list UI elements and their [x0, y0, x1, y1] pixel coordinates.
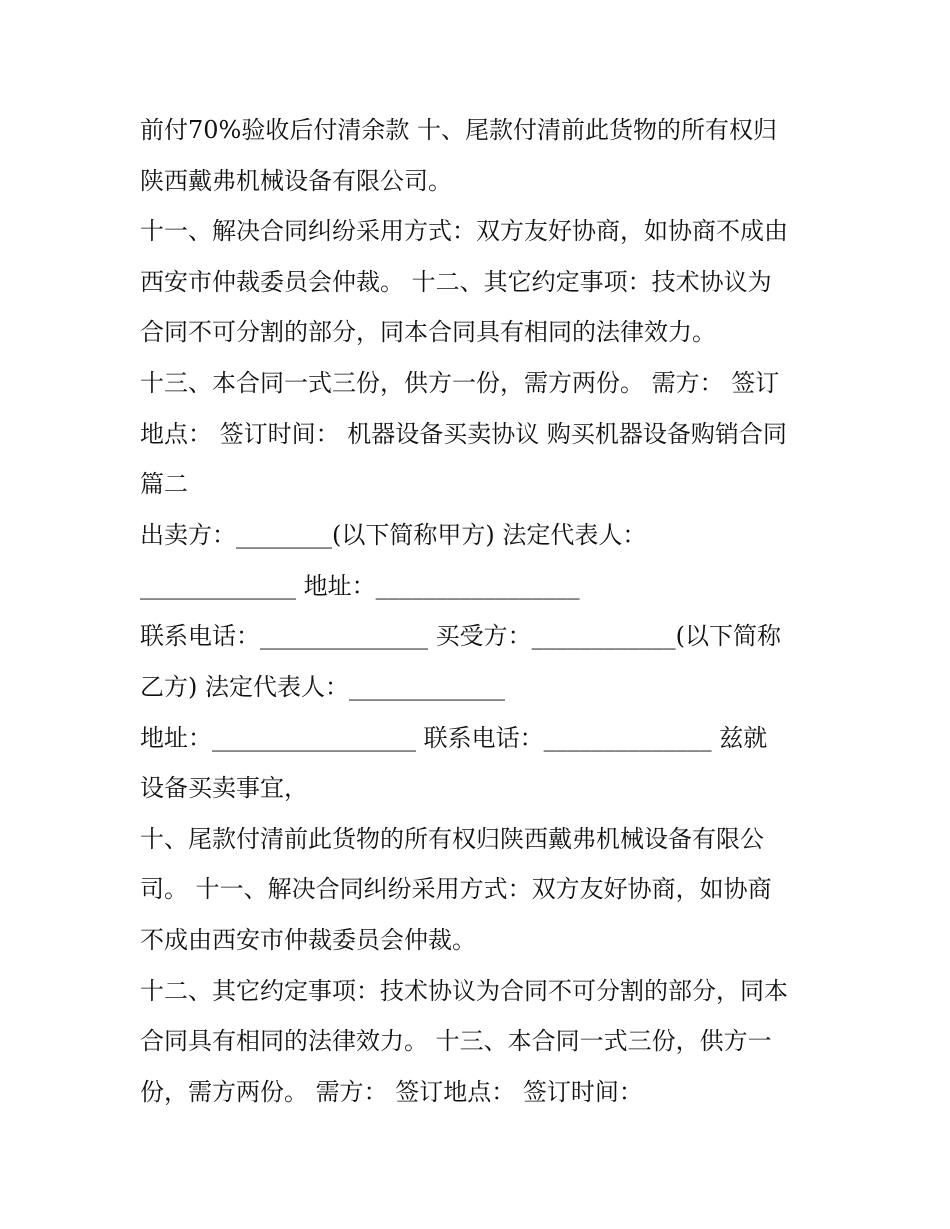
text-line-16: 司。 十一、解决合同纠纷采用方式：双方友好协商，如协商 — [140, 875, 772, 903]
text-line-18: 十二、其它约定事项：技术协议为合同不可分割的部分，同本 — [140, 977, 788, 1005]
text-line-6: 十三、本合同一式三份，供方一份，需方两份。 需方： 签订 — [140, 369, 780, 397]
text-line-1: 前付70%验收后付清余款 十、尾款付清前此货物的所有权归 — [140, 116, 777, 144]
text-line-15: 十、尾款付清前此货物的所有权归陕西戴弗机械设备有限公 — [140, 825, 764, 853]
text-line-4: 西安市仲裁委员会仲裁。 十二、其它约定事项：技术协议为 — [140, 268, 772, 296]
text-line-7: 地点： 签订时间： 机器设备买卖协议 购买机器设备购销合同 — [140, 420, 787, 448]
text-line-2: 陕西戴弗机械设备有限公司。 — [140, 167, 452, 195]
text-line-20: 份，需方两份。 需方： 签订地点： 签订时间： — [140, 1078, 643, 1106]
text-line-13: 地址：_________________ 联系电话：______________ 兹就 — [140, 724, 768, 752]
text-line-10: _____________ 地址：_________________ — [140, 572, 580, 600]
text-line-17: 不成由西安市仲裁委员会仲裁。 — [140, 926, 476, 954]
text-line-5: 合同不可分割的部分，同本合同具有相同的法律效力。 — [140, 318, 716, 346]
text-line-8: 篇二 — [140, 470, 188, 498]
text-line-19: 合同具有相同的法律效力。 十三、本合同一式三份，供方一 — [140, 1027, 772, 1055]
text-line-11: 联系电话：______________ 买受方：____________(以下简称 — [140, 622, 781, 650]
text-line-3: 十一、解决合同纠纷采用方式：双方友好协商，如协商不成由 — [140, 217, 788, 245]
text-line-12: 乙方) 法定代表人：_____________ — [140, 673, 505, 701]
text-line-14: 设备买卖事宜， — [140, 774, 308, 802]
text-line-9: 出卖方：________(以下简称甲方) 法定代表人： — [140, 521, 647, 549]
